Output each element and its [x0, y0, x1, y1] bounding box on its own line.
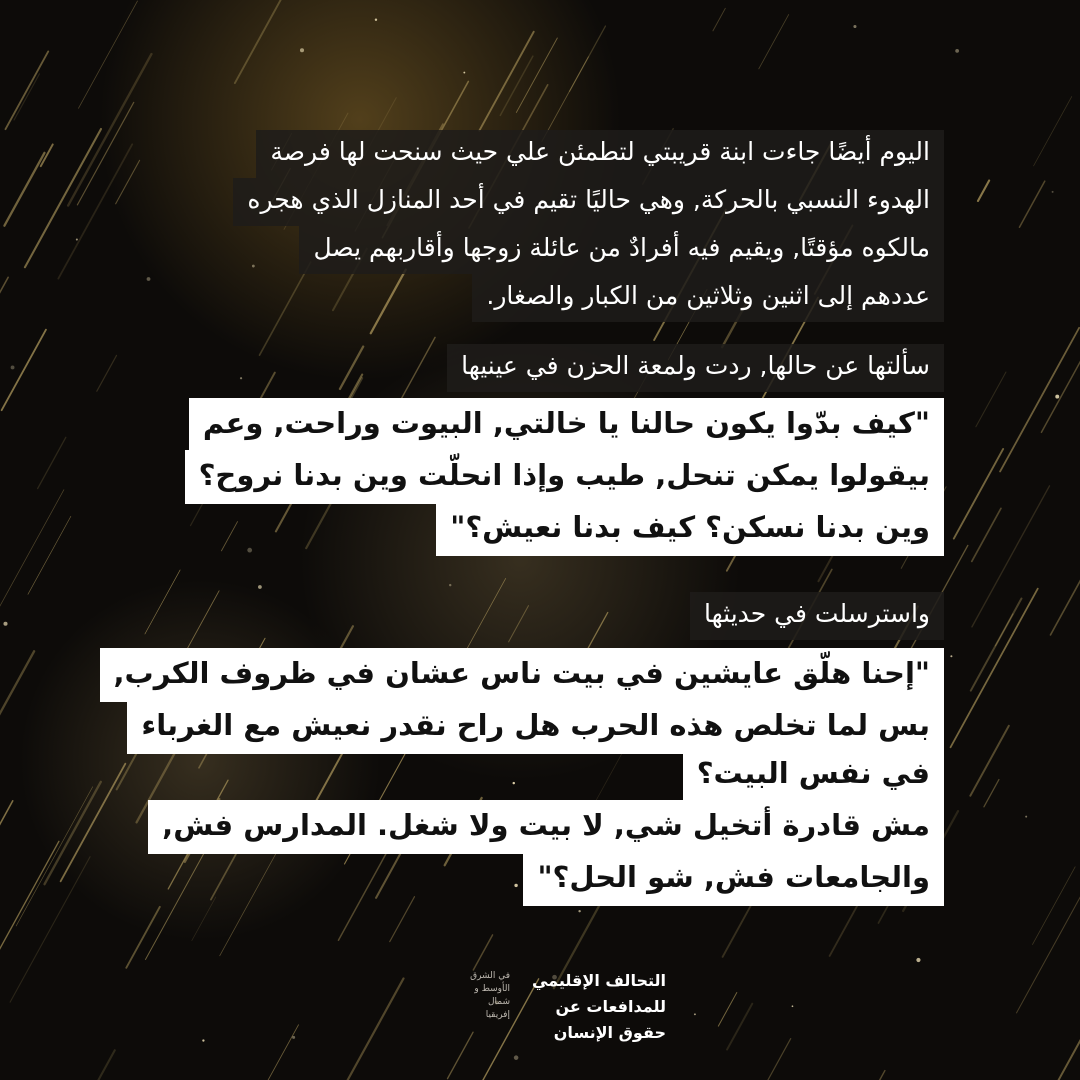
- intro-line-4: عددهم إلى اثنين وثلاثين من الكبار والصغار.: [472, 274, 944, 322]
- logo-title-line-2: للمدافعات عن: [555, 997, 666, 1016]
- sparkle-dot: [1025, 816, 1027, 818]
- sparkle-dot: [955, 49, 959, 53]
- quote2-line-5: والجامعات فش, شو الحل؟": [523, 852, 944, 906]
- sparkle-dot: [514, 1055, 519, 1060]
- sparkle-dot: [292, 1036, 295, 1039]
- quote1-line-3: وين بدنا نسكن؟ كيف بدنا نعيش؟": [436, 502, 944, 556]
- sparkle-dot: [578, 910, 580, 912]
- quote1-line-2: بيقولوا يمكن تنحل, طيب وإذا انحلّت وين بدنا نروح؟: [185, 450, 944, 504]
- sparkle-dot: [240, 377, 242, 379]
- logo-subtitle-line-1: في الشرق: [470, 971, 510, 981]
- logo-title-line-3: حقوق الإنسان: [553, 1023, 666, 1042]
- sparkle-dot: [449, 584, 451, 586]
- sparkle-dot: [375, 19, 377, 21]
- intro-line-2: الهدوء النسبي بالحركة, وهي حاليًا تقيم في أحد المنازل الذي هجره: [233, 178, 944, 226]
- sparkle-dot: [3, 622, 7, 626]
- continued-label: واسترسلت في حديثها: [690, 592, 944, 640]
- quote2-line-1: "إحنا هلّق عايشين في بيت ناس عشان في ظروف الكرب,: [100, 648, 944, 702]
- sparkle-dot: [247, 548, 252, 553]
- organization-logo: [418, 968, 666, 1048]
- quote2-line-2: بس لما تخلص هذه الحرب هل راح نقدر نعيش مع الغرباء: [127, 700, 944, 754]
- sparkle-dot: [694, 1013, 696, 1015]
- sparkle-dot: [950, 655, 952, 657]
- sparkle-dot: [853, 25, 856, 28]
- logo-subtitle-line-4: إفريقيا: [485, 1010, 510, 1020]
- logo-subtitle-line-2: الأوسط و: [474, 984, 510, 994]
- sparkle-dot: [11, 366, 15, 370]
- logo-title-line-1: التحالف الإقليمي: [531, 971, 666, 990]
- sparkle-dot: [252, 265, 255, 268]
- sparkle-dot: [916, 958, 920, 962]
- logo-subtitle-line-3: شمال: [487, 997, 510, 1007]
- intro-line-3: مالكوه مؤقتًا, ويقيم فيه أفرادٌ من عائلة زوجها وأقاربهم يصل: [299, 226, 944, 274]
- logo-subtitle: [418, 970, 510, 1022]
- sparkle-dot: [300, 48, 304, 52]
- sparkle-dot: [463, 72, 465, 74]
- sparkle-dot: [147, 277, 151, 281]
- sparkle-dot: [76, 239, 78, 241]
- sparkle-dot: [202, 1039, 204, 1041]
- sparkle-dot: [792, 1005, 794, 1007]
- sparkle-dot: [513, 782, 515, 784]
- sparkle-dot: [514, 884, 517, 887]
- quote2-line-3: في نفس البيت؟: [683, 748, 944, 802]
- intro-line-1: اليوم أيضًا جاءت ابنة قريبتي لتطمئن علي حيث سنحت لها فرصة: [256, 130, 944, 178]
- quote1-line-1: "كيف بدّوا يكون حالنا يا خالتي, البيوت وراحت, وعم: [189, 398, 944, 452]
- sparkle-dot: [1055, 395, 1059, 399]
- logo-title: [516, 968, 666, 1046]
- question-label: سألتها عن حالها, ردت ولمعة الحزن في عينيها: [447, 344, 944, 392]
- sparkle-dot: [258, 585, 262, 589]
- sparkle-dot: [1052, 191, 1054, 193]
- quote2-line-4: مش قادرة أتخيل شي, لا بيت ولا شغل. المدارس فش,: [148, 800, 944, 854]
